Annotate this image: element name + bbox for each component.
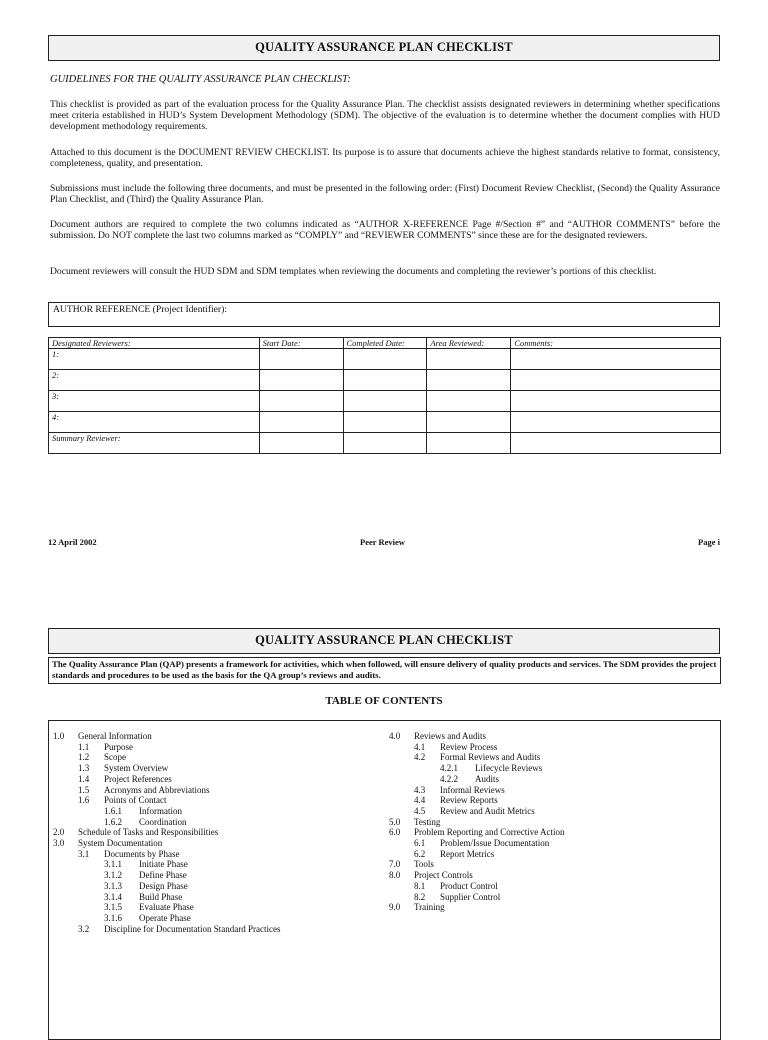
area-reviewed-cell[interactable] — [427, 349, 511, 370]
toc-entry-number: 5.0 — [389, 816, 401, 827]
column-header-area-reviewed: Area Reviewed: — [427, 338, 511, 349]
toc-entry[interactable] — [414, 806, 535, 817]
toc-entry-number: 3.1.3 — [104, 880, 122, 891]
toc-entry-number: 6.2 — [414, 848, 426, 859]
toc-entry-title: Coordination — [139, 816, 187, 827]
toc-entry-number: 8.1 — [414, 880, 426, 891]
toc-entry-title: Define Phase — [139, 870, 187, 881]
toc-entry-title: Points of Contact — [104, 795, 167, 806]
toc-entry-number: 6.0 — [389, 827, 401, 838]
completed-date-cell[interactable] — [343, 349, 427, 370]
toc-entry-title: Audits — [475, 773, 500, 784]
toc-title: TABLE OF CONTENTS — [325, 695, 443, 707]
toc-entry-number: 1.6.2 — [104, 816, 122, 827]
toc-entry[interactable] — [440, 774, 499, 785]
toc-entry-title: Schedule of Tasks and Responsibilities — [78, 827, 219, 838]
table-row — [49, 349, 721, 370]
toc-entry[interactable] — [104, 913, 191, 924]
qap-intro: The Quality Assurance Plan (QAP) presents a framework for activities, which when followed, will ensure delivery of quality products and services. The SDM provides the project standards and procedures to be used as the basis for the QA group’s reviews and audits. — [48, 657, 721, 684]
guidelines-paragraph: Submissions must include the following three documents, and must be presented in the following order: (First) Document Review Checklist, (Second) the Quality Assurance Plan Checklist, and (Third) the Quality Assurance Plan. — [50, 183, 720, 205]
toc-entry[interactable] — [78, 849, 180, 860]
toc-entry[interactable] — [53, 731, 152, 742]
toc-entry-number: 4.3 — [414, 784, 426, 795]
area-reviewed-cell[interactable] — [427, 433, 511, 454]
comments-cell[interactable] — [511, 412, 721, 433]
footer-center: Peer Review — [360, 537, 405, 547]
toc-entry[interactable] — [414, 785, 505, 796]
area-reviewed-cell[interactable] — [427, 370, 511, 391]
start-date-cell[interactable] — [259, 412, 343, 433]
completed-date-cell[interactable] — [343, 433, 427, 454]
toc-entry-title: Reviews and Audits — [414, 731, 486, 741]
column-header-completed-date: Completed Date: — [343, 338, 427, 349]
toc-entry-number: 4.2.2 — [440, 773, 458, 784]
toc-entry[interactable] — [389, 859, 434, 870]
start-date-cell[interactable] — [259, 370, 343, 391]
toc-entry[interactable] — [78, 785, 209, 796]
toc-entry-number: 1.6.1 — [104, 805, 122, 816]
toc-entry-title: Acronyms and Abbreviations — [104, 784, 210, 795]
author-reference-label: AUTHOR REFERENCE (Project Identifier): — [53, 304, 227, 315]
toc-entry-title: Report Metrics — [440, 848, 495, 859]
checklist-title-text: QUALITY ASSURANCE PLAN CHECKLIST — [255, 40, 513, 54]
toc-entry-number: 1.5 — [78, 784, 90, 795]
toc-entry[interactable] — [78, 742, 133, 753]
start-date-cell[interactable] — [259, 349, 343, 370]
toc-entry[interactable] — [104, 859, 188, 870]
toc-entry-title: Project Controls — [414, 870, 473, 881]
toc-entry[interactable] — [414, 849, 494, 860]
toc-entry-number: 1.3 — [78, 763, 90, 774]
toc-entry[interactable] — [414, 838, 549, 849]
toc-entry-number: 6.1 — [414, 838, 426, 848]
toc-entry[interactable] — [389, 817, 440, 828]
table-row — [49, 412, 721, 433]
toc-entry-number: 3.1.5 — [104, 902, 122, 913]
footer-date: 12 April 2002 — [48, 537, 97, 547]
toc-entry[interactable] — [53, 827, 218, 838]
author-reference-field[interactable] — [48, 302, 720, 327]
comments-cell[interactable] — [511, 433, 721, 454]
toc-entry-title: Lifecycle Reviews — [475, 763, 543, 774]
toc-entry-title: Problem Reporting and Corrective Action — [414, 827, 565, 838]
toc-entry-number: 1.6 — [78, 795, 90, 806]
toc-entry[interactable] — [414, 881, 498, 892]
reviewers-table — [48, 337, 721, 454]
toc-entry-number: 4.5 — [414, 805, 426, 816]
toc-entry-number: 4.4 — [414, 795, 426, 806]
completed-date-cell[interactable] — [343, 412, 427, 433]
toc-entry-number: 3.1.1 — [104, 859, 122, 870]
checklist-title-text: QUALITY ASSURANCE PLAN CHECKLIST — [255, 633, 513, 647]
toc-entry-title: Operate Phase — [139, 912, 191, 923]
completed-date-cell[interactable] — [343, 391, 427, 412]
checklist-title-page2 — [48, 628, 720, 654]
comments-cell[interactable] — [511, 370, 721, 391]
toc-entry[interactable] — [78, 752, 126, 763]
toc-entry-number: 9.0 — [389, 902, 401, 913]
toc-entry-title: System Documentation — [78, 838, 163, 848]
toc-entry-number: 4.2.1 — [440, 763, 458, 774]
toc-entry-title: Tools — [414, 859, 434, 870]
toc-entry-number: 8.0 — [389, 870, 401, 881]
guidelines-paragraph: Document reviewers will consult the HUD SDM and SDM templates when reviewing the documents and completing the reviewer’s portions of this checklist. — [50, 266, 657, 277]
toc-entry[interactable] — [53, 838, 162, 849]
toc-entry-number: 2.0 — [53, 827, 65, 838]
toc-entry[interactable] — [104, 870, 187, 881]
table-row — [49, 370, 721, 391]
toc-entry[interactable] — [414, 795, 498, 806]
table-row — [49, 433, 721, 454]
toc-entry-title: Initiate Phase — [139, 859, 188, 870]
toc-entry-number: 1.1 — [78, 741, 90, 752]
toc-entry[interactable] — [414, 742, 497, 753]
toc-entry[interactable] — [104, 817, 187, 828]
toc-entry[interactable] — [78, 795, 167, 806]
toc-entry-title: Training — [414, 902, 445, 913]
column-header-start-date: Start Date: — [259, 338, 343, 349]
toc-entry[interactable] — [104, 892, 182, 903]
toc-entry[interactable] — [414, 752, 540, 763]
toc-entry[interactable] — [104, 902, 194, 913]
reviewer-cell[interactable]: 3: — [49, 391, 260, 412]
reviewer-cell[interactable]: 4: — [49, 412, 260, 433]
toc-entry[interactable] — [78, 774, 172, 785]
table-row — [49, 391, 721, 412]
toc-entry-title: Purpose — [104, 741, 133, 752]
toc-entry-title: Design Phase — [139, 880, 188, 891]
toc-entry-number: 4.1 — [414, 741, 426, 752]
toc-entry-title: Discipline for Documentation Standard Practices — [104, 923, 281, 934]
toc-entry-title: Evaluate Phase — [139, 902, 194, 913]
toc-entry-title: Information — [139, 805, 182, 816]
toc-entry-number: 8.2 — [414, 891, 426, 902]
toc-entry-title: Testing — [414, 816, 441, 827]
toc-entry-title: Build Phase — [139, 891, 183, 902]
guidelines-paragraph: Document authors are required to complete the two columns indicated as “AUTHOR X-REFERENCE Page #/Section #” and “AUTHOR COMMENTS” before the submission. Do NOT complete the last two columns marked as “COMPLY” and “REVIEWER COMMENTS” since these are for the designated reviewers. — [50, 219, 720, 241]
footer-page-number: Page i — [698, 537, 720, 547]
column-header-comments: Comments: — [511, 338, 721, 349]
comments-cell[interactable] — [511, 391, 721, 412]
toc-entry[interactable] — [414, 892, 500, 903]
toc-entry-title: General Information — [78, 731, 152, 741]
checklist-title — [48, 35, 720, 61]
guidelines-heading: GUIDELINES FOR THE QUALITY ASSURANCE PLAN CHECKLIST: — [50, 74, 351, 85]
toc-entry-title: Documents by Phase — [104, 848, 180, 859]
toc-entry-title: Review Process — [440, 741, 498, 752]
summary-reviewer-cell[interactable]: Summary Reviewer: — [49, 433, 260, 454]
toc-entry-title: Project References — [104, 773, 172, 784]
toc-entry[interactable] — [440, 763, 542, 774]
toc-entry-title: Formal Reviews and Audits — [440, 752, 541, 763]
column-header-designated-reviewers: Designated Reviewers: — [49, 338, 260, 349]
toc-entry-title: Review and Audit Metrics — [440, 805, 535, 816]
toc-entry-number: 3.1.2 — [104, 870, 122, 881]
toc-entry[interactable] — [104, 806, 182, 817]
toc-entry-title: Informal Reviews — [440, 784, 505, 795]
reviewers-table-header — [49, 338, 721, 349]
reviewer-cell[interactable]: 1: — [49, 349, 260, 370]
toc-entry-number: 3.1.6 — [104, 912, 122, 923]
toc-entry[interactable] — [104, 881, 188, 892]
toc-entry[interactable] — [78, 763, 168, 774]
toc-entry-number: 3.2 — [78, 923, 90, 934]
toc-entry[interactable] — [389, 827, 564, 838]
area-reviewed-cell[interactable] — [427, 391, 511, 412]
toc-entry-title: Review Reports — [440, 795, 498, 806]
guidelines-paragraph: Attached to this document is the DOCUMENT REVIEW CHECKLIST. Its purpose is to assure that documents achieve the highest standards relative to format, consistency, completeness, quality, and presentation. — [50, 147, 720, 169]
toc-entry[interactable] — [389, 902, 445, 913]
toc-entry-number: 1.4 — [78, 773, 90, 784]
area-reviewed-cell[interactable] — [427, 412, 511, 433]
toc-entry-number: 1.0 — [53, 731, 65, 741]
toc-entry-title: Problem/Issue Documentation — [440, 838, 550, 848]
reviewer-cell[interactable]: 2: — [49, 370, 260, 391]
toc-entry[interactable] — [389, 870, 473, 881]
comments-cell[interactable] — [511, 349, 721, 370]
table-of-contents — [48, 720, 721, 1040]
start-date-cell[interactable] — [259, 391, 343, 412]
toc-entry[interactable] — [389, 731, 486, 742]
start-date-cell[interactable] — [259, 433, 343, 454]
toc-entry-title: Scope — [104, 752, 126, 763]
guidelines-paragraph: This checklist is provided as part of the evaluation process for the Quality Assurance Plan. The checklist assists designated reviewers in determining whether specifications meet criteria established in HUD’s System Development Methodology (SDM). The objective of the evaluation is to determine whether the document complies with HUD development methodology requirements. — [50, 99, 720, 132]
toc-entry-number: 3.1.4 — [104, 891, 122, 902]
toc-entry-title: Product Control — [440, 880, 498, 891]
toc-entry-number: 1.2 — [78, 752, 90, 763]
toc-entry[interactable] — [78, 924, 280, 935]
toc-entry-number: 4.2 — [414, 752, 426, 763]
toc-entry-number: 7.0 — [389, 859, 401, 870]
toc-entry-number: 3.1 — [78, 848, 90, 859]
toc-entry-title: Supplier Control — [440, 891, 501, 902]
completed-date-cell[interactable] — [343, 370, 427, 391]
toc-entry-number: 4.0 — [389, 731, 401, 741]
toc-entry-number: 3.0 — [53, 838, 65, 848]
toc-entry-title: System Overview — [104, 763, 169, 774]
